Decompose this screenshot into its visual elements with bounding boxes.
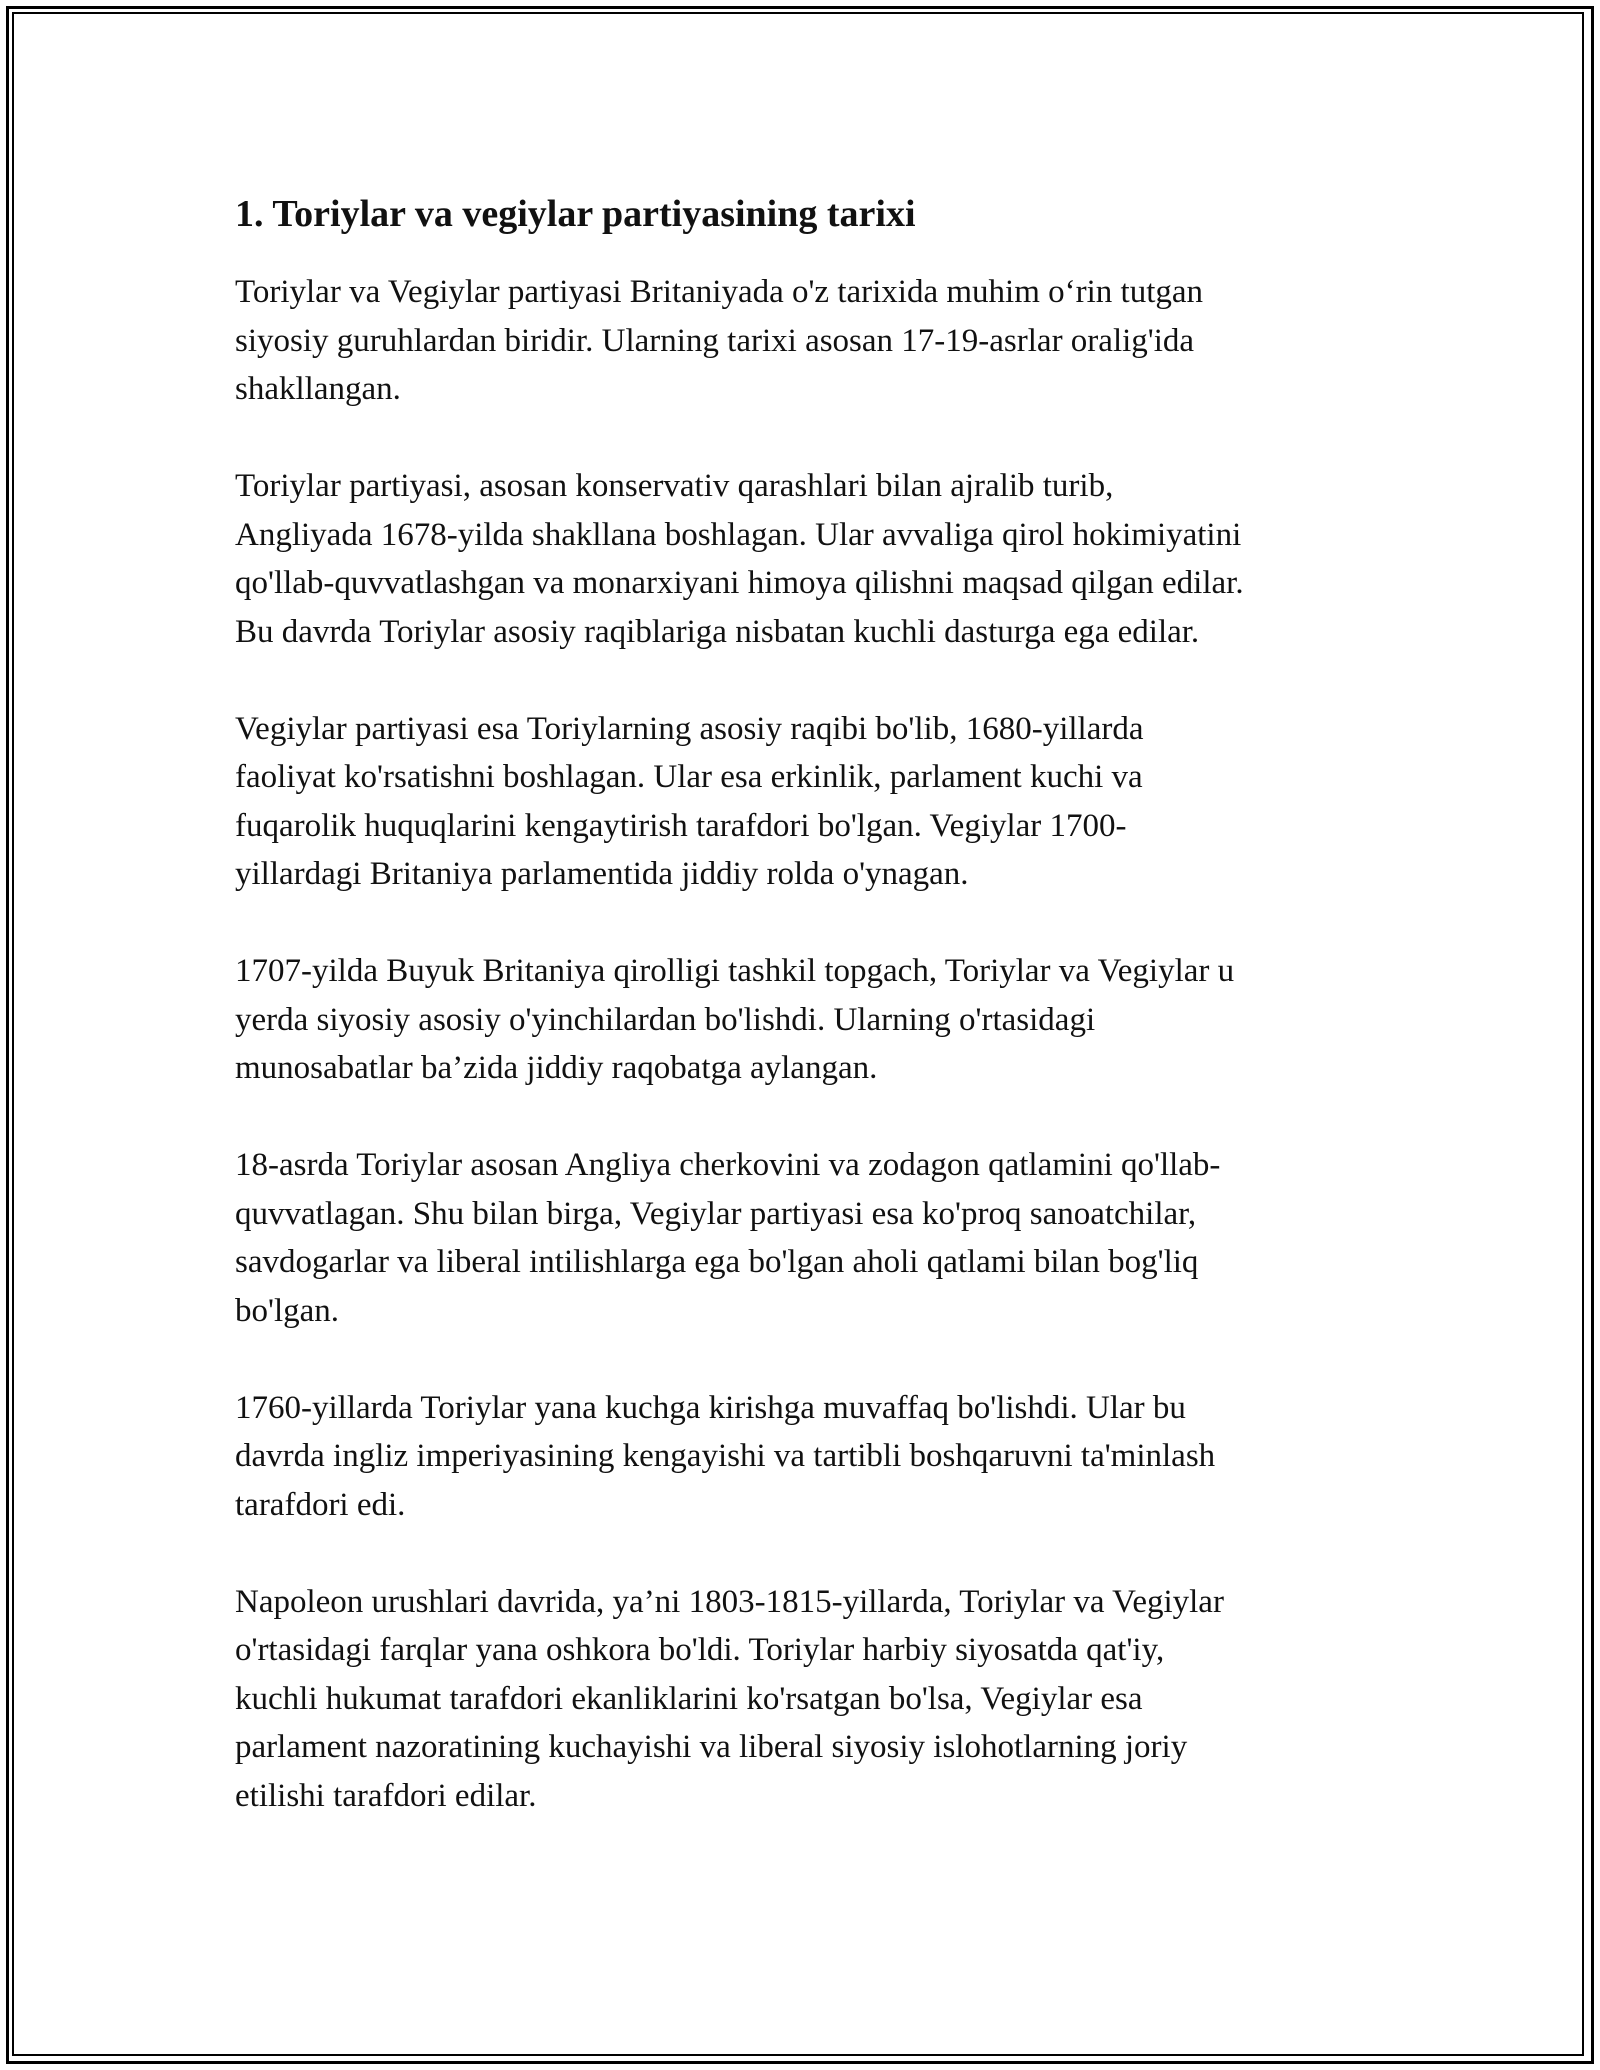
- paragraph-2: Toriylar partiyasi, asosan konservativ qarashlari bilan ajralib turib, Angliyada 1678-yilda shakllana boshlagan. Ular avvaliga qirol hokimiyatini qo'llab-quvvatlashgan va monarxiyani himoya qilishni maqsad qilgan edilar. Bu davrda Toriylar asosiy raqiblariga nisbatan kuchli dasturga ega edilar.: [235, 468, 1244, 650]
- paragraph-7: Napoleon urushlari davrida, ya’ni 1803-1815-yillarda, Toriylar va Vegiylar o'rtasidagi farqlar yana oshkora bo'ldi. Toriylar harbiy siyosatda qat'iy, kuchli hukumat tarafdori ekanliklarini ko'rsatgan bo'lsa, Vegiylar esa parlament nazoratining kuchayishi va liberal siyosiy islohotlarning joriy etilishi tarafdori edilar.: [235, 1583, 1224, 1814]
- paragraph-1: Toriylar va Vegiylar partiyasi Britaniyada o'z tarixida muhim oʻrin tutgan siyosiy guruhlardan biridir. Ularning tarixi asosan 17-19-asrlar oralig'ida shakllangan.: [235, 274, 1204, 407]
- document-body: [235, 186, 1375, 1869]
- document-heading: 1. Toriylar va vegiylar partiyasining tarixi: [235, 193, 916, 235]
- paragraph-3: Vegiylar partiyasi esa Toriylarning asosiy raqibi bo'lib, 1680-yillarda faoliyat ko'rsatishni boshlagan. Ular esa erkinlik, parlament kuchi va fuqarolik huquqlarini kengaytirish tarafdori bo'lgan. Vegiylar 1700- yillardagi Britaniya parlamentida jiddiy rolda o'ynagan.: [235, 710, 1144, 892]
- paragraph-5: 18-asrda Toriylar asosan Angliya cherkovini va zodagon qatlamini qo'llab- quvvatlagan. Shu bilan birga, Vegiylar partiyasi esa ko'proq sanoatchilar, savdogarlar va liberal intilishlarga ega bo'lgan aholi qatlami bilan bog'liq bo'lgan.: [235, 1147, 1221, 1329]
- paragraph-6: 1760-yillarda Toriylar yana kuchga kirishga muvaffaq bo'lishdi. Ular bu davrda ingliz imperiyasining kengayishi va tartibli boshqaruvni ta'minlash tarafdori edi.: [235, 1389, 1216, 1523]
- paragraph-4: 1707-yilda Buyuk Britaniya qirolligi tashkil topgach, Toriylar va Vegiylar u yerda siyosiy asosiy o'yinchilardan bo'lishdi. Ularning o'rtasidagi munosabatlar ba’zida jiddiy raqobatga aylangan.: [235, 953, 1235, 1086]
